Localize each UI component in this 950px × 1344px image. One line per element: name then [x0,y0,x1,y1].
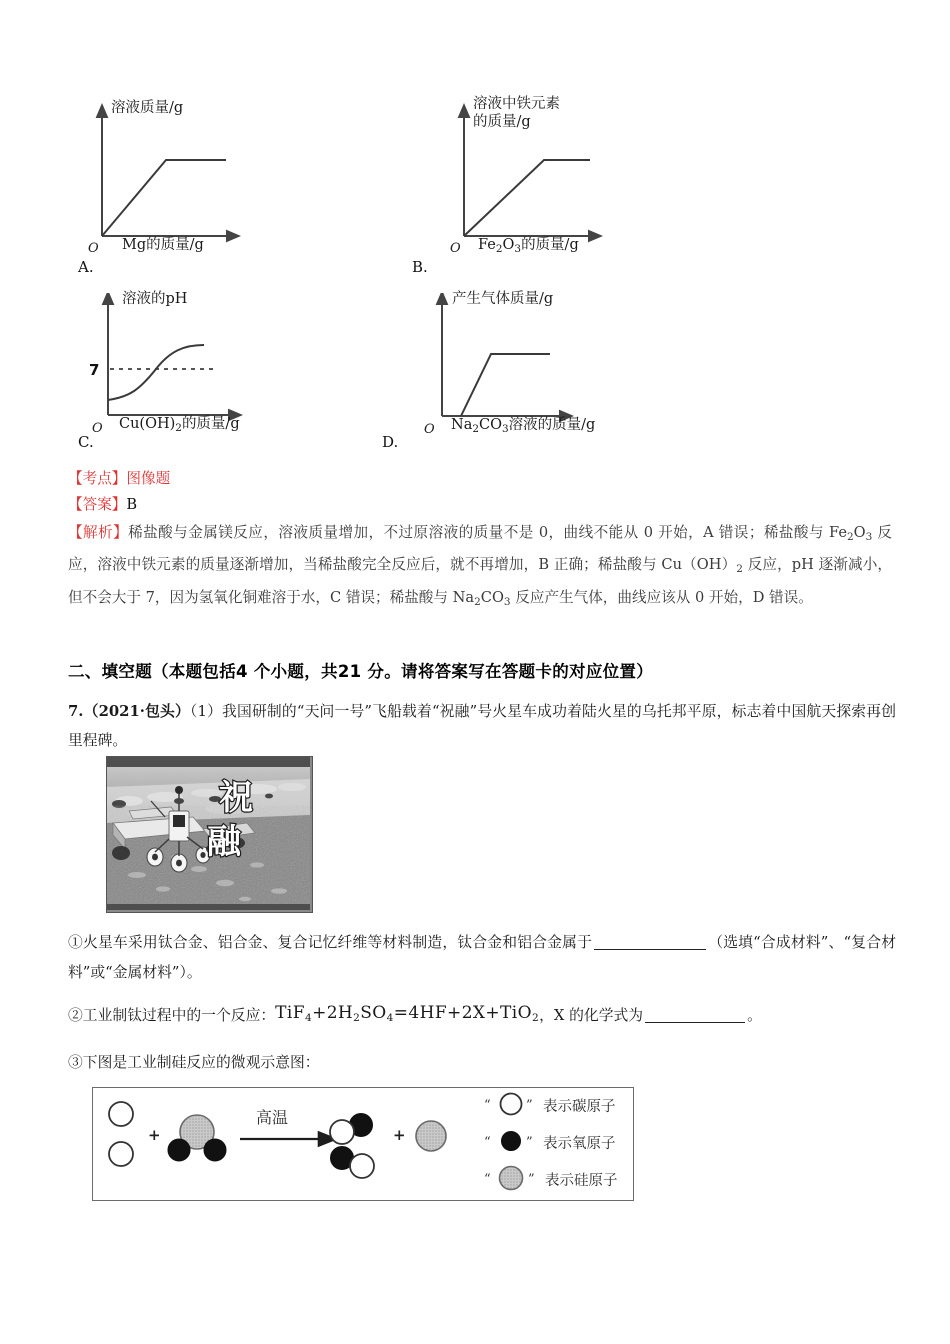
jiexi-tag: 【解析】 [68,524,129,541]
eq-sub-4: 4 [304,1012,313,1025]
kaodian-tag: 【考点】 [68,470,127,487]
mars-rover-photo [106,756,313,913]
chart-c-gridline-value: 7 [89,361,100,379]
chart-c-y-label: 溶液的pH [122,291,188,307]
chart-c-x-tail: 的质量/g [181,416,240,432]
chart-d-x-na: Na [451,417,473,433]
jiexi-text-5: CO [480,588,504,606]
reactant-carbon-atom-2 [109,1142,133,1166]
item-1-answer-blank[interactable] [594,949,706,950]
micro-condition-label: 高温 [256,1108,289,1127]
reactant-carbon-atom-1 [109,1102,133,1126]
chart-c-origin: O [92,421,103,436]
item-2-lead: ②工业制钛过程中的一个反应： [68,1007,276,1024]
legend-label-silicon: 表示硅原子 [545,1173,618,1189]
chart-d-x-label [451,413,595,435]
kaodian-line [68,466,892,492]
item-2 [68,998,896,1033]
chart-b-origin: O [450,241,461,256]
item-2-end: 。 [747,1007,762,1024]
chart-a-origin: O [88,241,99,256]
chart-c-x-sub2: 2 [175,421,182,434]
option-chart-b [440,96,670,265]
jiexi-sub-4: 2 [474,595,481,608]
item-2-tail: ，X 的化学式为 [539,1007,644,1024]
chart-c-x-cuoh: Cu(OH) [119,416,176,432]
chart-b-y-label-line1: 溶液中铁元素 [473,96,560,112]
micro-reaction-diagram [92,1087,634,1201]
item-2-answer-blank[interactable] [645,1022,745,1023]
jiexi-text-1: 稀盐酸与金属镁反应，溶液质量增加，不过原溶液的质量不是 0，曲线不能从 0 开始，A 错误；稀盐酸与 Fe [128,524,847,541]
option-letter-b: B. [412,258,428,276]
product-co-molecule-1 [330,1114,373,1145]
option-chart-c [78,293,313,445]
option-chart-d [415,293,665,445]
legend-silicon-icon [500,1167,523,1190]
answer-analysis-block [68,466,892,616]
legend-label-oxygen: 表示氧原子 [543,1136,616,1152]
question-7-number: 7. [68,703,84,720]
legend-quote-close-oxygen: ” [526,1135,533,1150]
micro-plus-right: + [393,1126,406,1144]
jiexi-sub-3: 2 [736,563,743,576]
daan-value: B [126,496,138,513]
eq-products: =4HF+2X+TiO [393,1003,532,1023]
legend-label-carbon: 表示碳原子 [543,1099,616,1115]
chart-d-x-sub2: 2 [472,422,479,435]
chart-d-x-co: CO [479,417,502,433]
option-letter-d: D. [382,433,399,451]
mars-rover-photo-svg [107,757,310,910]
jiexi-sub-5: 3 [503,595,511,608]
legend-oxygen-icon [502,1132,521,1151]
eq-sub-2: 2 [353,1012,361,1025]
item-2-equation [275,1003,539,1023]
photo-overlay-char-1: 祝 [219,778,253,818]
item-1-tail: （选填“合成材料”、“复合材料”或“金属材料”）。 [68,934,896,981]
kaodian-value: 图像题 [126,470,171,487]
chart-b-x-fe: Fe [478,237,496,253]
photo-overlay-char-2: 融 [207,822,241,862]
chart-b-y-label-line2: 的质量/g [473,114,531,130]
legend-quote-close-silicon: ” [528,1172,535,1187]
jiexi-paragraph [68,519,892,616]
jiexi-text-6: 反应产生气体，曲线应该从 0 开始，D 错误。 [510,588,813,606]
option-chart-a [78,100,308,265]
legend-row-oxygen [484,1132,616,1153]
chart-b-x-sub2: 2 [495,242,503,255]
product-co-molecule-2 [331,1147,375,1179]
jiexi-text-2: O [853,524,866,541]
item-1-text: ①火星车采用钛合金、铝合金、复合记忆纤维等材料制造，钛合金和铝合金属于 [68,934,593,951]
chart-d-origin: O [424,422,435,437]
chart-d-x-sub3: 3 [501,422,509,435]
chart-a-x-label: Mg的质量/g [122,237,204,253]
eq-so: SO [360,1003,387,1023]
option-letter-a: A. [78,258,94,276]
legend-quote-open-silicon: “ [484,1172,491,1187]
eq-sub-2b: 2 [531,1012,540,1025]
jiexi-text-3: 反应，溶液中铁元素的质量逐渐增加，当稀盐酸完全反应后，就不再增加，B 正确；稀盐酸与 Cu（OH） [68,524,892,574]
question-7 [68,697,896,755]
jiexi-text-4: 反应，pH 逐渐减小，但不会大于 7，因为氢氧化铜难溶于水，C 错误；稀盐酸与 Na [68,556,892,606]
legend-carbon-icon [501,1094,522,1115]
chart-b-x-sub3: 3 [514,242,522,255]
chart-d-x-tail: 溶液的质量/g [508,417,596,433]
chart-c-x-label [119,412,240,434]
daan-line [68,492,892,518]
eq-tif: TiF [275,1003,305,1023]
micro-reaction-svg [93,1088,631,1198]
legend-quote-open-oxygen: “ [484,1135,491,1150]
legend-row-carbon [484,1094,616,1116]
legend-quote-close-carbon: ” [526,1098,533,1113]
chart-b-x-o: O [502,237,515,253]
item-1 [68,928,896,988]
section-heading: 二、填空题（本题包括4 个小题，共21 分。请将答案写在答题卡的对应位置） [68,662,654,681]
eq-sub-4b: 4 [386,1012,394,1025]
daan-tag: 【答案】 [68,496,127,513]
eq-2h: +2H [312,1003,354,1023]
product-silicon-atom [416,1121,446,1151]
chart-b-x-label [478,233,579,255]
question-7-source: （2021·包头） [83,703,190,720]
option-charts-block [0,78,950,463]
micro-plus-left: + [148,1126,161,1144]
question-7-body: （1）我国研制的“天问一号”飞船载着“祝融”号火星车成功着陆火星的乌托邦平原，标志着中国航天探索再创里程碑。 [68,703,896,749]
chart-d-y-label: 产生气体质量/g [452,291,554,307]
legend-quote-open-carbon: “ [484,1098,491,1113]
reactant-sio2-molecule [168,1115,226,1161]
chart-a-y-label: 溶液质量/g [111,100,184,116]
option-letter-c: C. [78,433,94,451]
jiexi-sub-2: 3 [865,530,873,543]
legend-row-silicon [484,1167,618,1190]
chart-b-x-tail: 的质量/g [521,237,579,253]
item-3: ③下图是工业制硅反应的微观示意图： [68,1054,320,1071]
jiexi-sub-1: 2 [846,530,854,543]
